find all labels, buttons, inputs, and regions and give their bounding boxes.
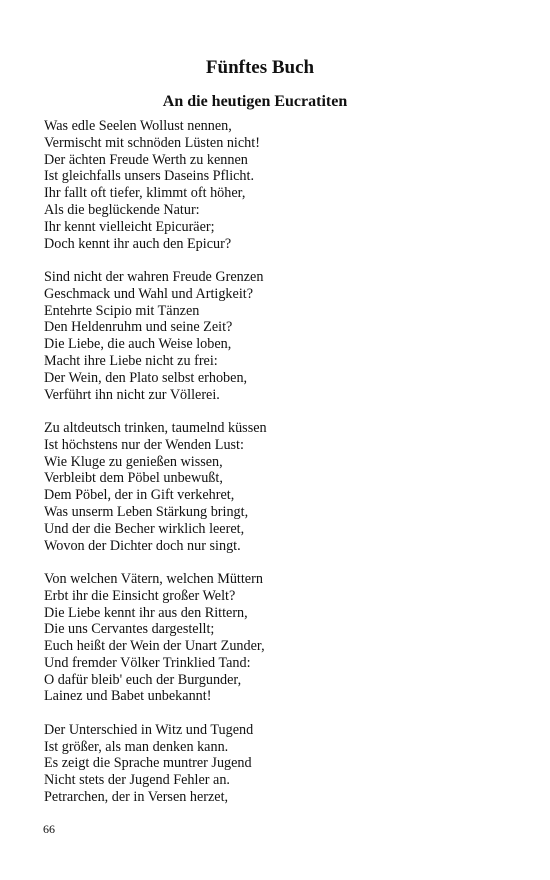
poem-line: Der ächten Freude Werth zu kennen bbox=[44, 151, 248, 168]
poem-line: Dem Pöbel, der in Gift verkehret, bbox=[44, 487, 235, 504]
poem-stanza bbox=[44, 118, 514, 252]
poem-line: Petrarchen, der in Versen herzet, bbox=[44, 789, 229, 806]
poem-stanza bbox=[44, 722, 514, 806]
poem-line: Entehrte Scipio mit Tänzen bbox=[44, 302, 200, 319]
poem-stanza bbox=[44, 571, 514, 705]
poem-stanza bbox=[44, 269, 514, 403]
poem-line: Doch kennt ihr auch den Epicur? bbox=[44, 235, 232, 252]
poem-line: Den Heldenruhm und seine Zeit? bbox=[44, 319, 233, 336]
poem-line: Nicht stets der Jugend Fehler an. bbox=[44, 772, 230, 789]
poem-title: An die heutigen Eucratiten bbox=[162, 93, 348, 110]
poem-line: Was edle Seelen Wollust nennen, bbox=[44, 118, 232, 134]
poem-line: Sind nicht der wahren Freude Grenzen bbox=[44, 268, 264, 285]
poem-line: Verführt ihn nicht zur Völlerei. bbox=[44, 386, 220, 403]
poem-line: Von welchen Vätern, welchen Müttern bbox=[44, 570, 263, 587]
poem-line: Lainez und Babet unbekannt! bbox=[44, 688, 212, 705]
poem-line: Erbt ihr die Einsicht großer Welt? bbox=[44, 587, 236, 604]
poem-line: Ist größer, als man denken kann. bbox=[44, 738, 229, 755]
poem-line: Vermischt mit schnöden Lüsten nicht! bbox=[44, 134, 260, 151]
poem-line: Es zeigt die Sprache muntrer Jugend bbox=[44, 755, 252, 772]
poem-line: Verbleibt dem Pöbel unbewußt, bbox=[44, 470, 223, 487]
page-number: 66 bbox=[43, 822, 55, 836]
poem-line: Der Unterschied in Witz und Tugend bbox=[44, 721, 254, 738]
book-title: Fünftes Buch bbox=[205, 57, 315, 78]
poem-line: Ist gleichfalls unsers Daseins Pflicht. bbox=[44, 168, 255, 185]
poem-line: Ihr fallt oft tiefer, klimmt oft höher, bbox=[44, 185, 246, 202]
poem-line: Als die beglückende Natur: bbox=[44, 201, 200, 218]
poem-line: Wie Kluge zu genießen wissen, bbox=[44, 453, 223, 470]
poem-line: Wovon der Dichter doch nur singt. bbox=[44, 537, 241, 554]
poem-line: Die Liebe kennt ihr aus den Rittern, bbox=[44, 604, 248, 621]
poem-line: Geschmack und Wahl und Artigkeit? bbox=[44, 285, 253, 302]
poem-line: Was unserm Leben Stärkung bringt, bbox=[44, 503, 249, 520]
poem-line: Und der die Becher wirklich leeret, bbox=[44, 520, 245, 537]
poem-line: Der Wein, den Plato selbst erhoben, bbox=[44, 369, 248, 386]
poem-line: Zu altdeutsch trinken, taumelnd küssen bbox=[44, 419, 267, 436]
poem-stanza bbox=[44, 420, 514, 554]
poem-body bbox=[44, 118, 514, 822]
poem-line: Die Liebe, die auch Weise loben, bbox=[44, 336, 232, 353]
poem-line: Euch heißt der Wein der Unart Zunder, bbox=[44, 638, 265, 655]
poem-line: O dafür bleib' euch der Burgunder, bbox=[44, 671, 242, 688]
poem-line: Ihr kennt vielleicht Epicuräer; bbox=[44, 218, 215, 235]
poem-line: Ist höchstens nur der Wenden Lust: bbox=[44, 436, 244, 453]
poem-line: Die uns Cervantes dargestellt; bbox=[44, 621, 215, 638]
poem-line: Macht ihre Liebe nicht zu frei: bbox=[44, 352, 218, 369]
poem-line: Und fremder Völker Trinklied Tand: bbox=[44, 654, 251, 671]
